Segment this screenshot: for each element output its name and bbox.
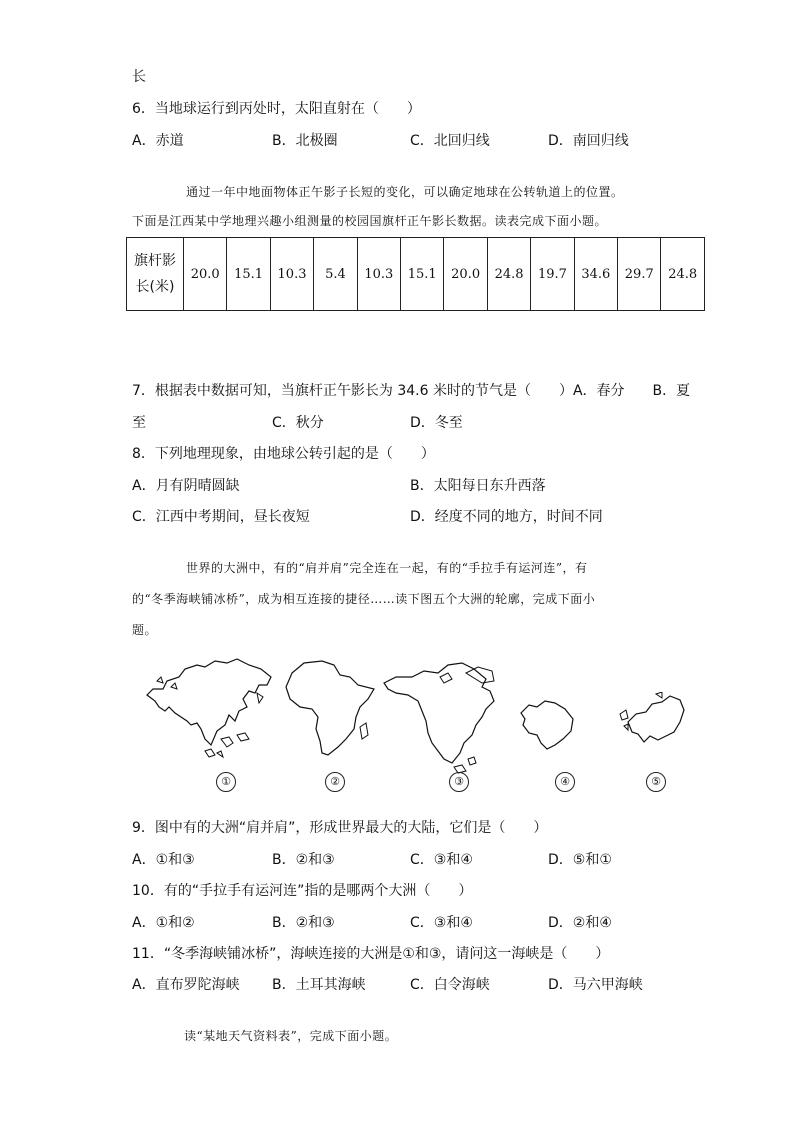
question-6-option-d[interactable]: D．南回归线 [548,133,629,149]
table-header-line1: 旗杆影 [134,253,176,269]
question-11-stem: 11．“冬季海峡铺冰桥”，海峡连接的大洲是①和③，请问这一海峡是（ ） [132,946,610,962]
table-cell: 10.3 [270,238,313,311]
table-header-line2: 长(米) [135,279,175,295]
table-cell: 15.1 [401,238,444,311]
question-10-stem: 10．有的“手拉手有运河连”指的是哪两个大洲（ ） [132,883,473,899]
intro-continents-line3: 题。 [132,623,158,637]
table-cell: 20.0 [444,238,487,311]
table-cell: 10.3 [357,238,400,311]
question-7-stem-continued: 至 [132,415,146,431]
question-9-option-b[interactable]: B．②和③ [272,852,335,868]
question-9-option-d[interactable]: D．⑤和① [548,852,612,868]
question-10-option-b[interactable]: B．②和③ [272,915,335,931]
question-8-option-b[interactable]: B．太阳每日东升西落 [410,478,546,494]
figure-label-1-text: ① [221,775,231,788]
question-9-stem: 9．图中有的大洲“肩并肩”，形成世界最大的大陆，它们是（ ） [132,820,548,836]
intro-weather-table: 读“某地天气资料表”，完成下面小题。 [184,1029,398,1043]
shadow-length-table [126,237,705,311]
table-cell: 34.6 [574,238,617,311]
table-cell: 24.8 [487,238,530,311]
question-7-stem: 7．根据表中数据可知，当旗杆正午影长为 34.6 米时的节气是（ ）A．春分 B．夏 [132,383,691,399]
figure-label-3 [449,772,469,792]
intro-shadow-line1: 通过一年中地面物体正午影子长短的变化，可以确定地球在公转轨道上的位置。 [186,185,624,199]
question-11-option-c[interactable]: C．白令海峡 [410,977,490,993]
figure-label-2 [325,772,345,792]
figure-label-4 [555,772,575,792]
figure-label-2-text: ② [330,775,340,788]
table-cell: 20.0 [184,238,227,311]
question-10-option-c[interactable]: C．③和④ [410,915,473,931]
intro-shadow-line2: 下面是江西某中学地理兴趣小组测量的校园国旗杆正午影长数据。读表完成下面小题。 [132,214,608,228]
question-11-option-b[interactable]: B．土耳其海峡 [272,977,366,993]
figure-label-5-text: ⑤ [651,775,661,788]
question-8-option-a[interactable]: A．月有阴晴圆缺 [132,478,240,494]
continent-outline-north-america [382,655,502,775]
question-6-stem: 6．当地球运行到丙处时，太阳直射在（ ） [132,101,421,117]
question-8-option-c[interactable]: C．江西中考期间，昼长夜短 [132,509,310,525]
continent-outline-europe [616,692,688,750]
question-8-stem: 8．下列地理现象，由地球公转引起的是（ ） [132,446,435,462]
question-6-option-a[interactable]: A．赤道 [132,133,184,149]
intro-continents-line2: 的“冬季海峡铺冰桥”，成为相互连接的捷径……读下图五个大洲的轮廓，完成下面小 [132,592,596,606]
continent-outline-africa [282,655,382,763]
question-11-option-d[interactable]: D．马六甲海峡 [548,977,643,993]
table-cell: 24.8 [661,238,705,311]
question-6-option-b[interactable]: B．北极圈 [272,133,338,149]
table-cell: 29.7 [618,238,661,311]
continent-outline-antarctica [515,695,577,751]
question-7-option-d[interactable]: D．冬至 [410,415,463,431]
previous-question-fragment: 长 [132,69,146,85]
figure-label-4-text: ④ [560,775,570,788]
question-10-option-a[interactable]: A．①和② [132,915,195,931]
table-header-cell [127,238,184,311]
figure-label-1 [216,772,236,792]
continent-outline-eurasia [145,655,275,763]
question-11-option-a[interactable]: A．直布罗陀海峡 [132,977,240,993]
table-cell: 19.7 [531,238,574,311]
question-10-option-d[interactable]: D．②和④ [548,915,612,931]
question-8-option-d[interactable]: D．经度不同的地方，时间不同 [410,509,603,525]
question-9-option-a[interactable]: A．①和③ [132,852,195,868]
question-6-option-c[interactable]: C．北回归线 [410,133,490,149]
table-cell: 15.1 [227,238,270,311]
question-7-option-c[interactable]: C．秋分 [272,415,324,431]
question-9-option-c[interactable]: C．③和④ [410,852,473,868]
figure-label-5 [646,772,666,792]
figure-label-3-text: ③ [454,775,464,788]
intro-continents-line1: 世界的大洲中，有的“肩并肩”完全连在一起，有的“手拉手有运河连”，有 [186,561,588,575]
table-cell: 5.4 [314,238,357,311]
